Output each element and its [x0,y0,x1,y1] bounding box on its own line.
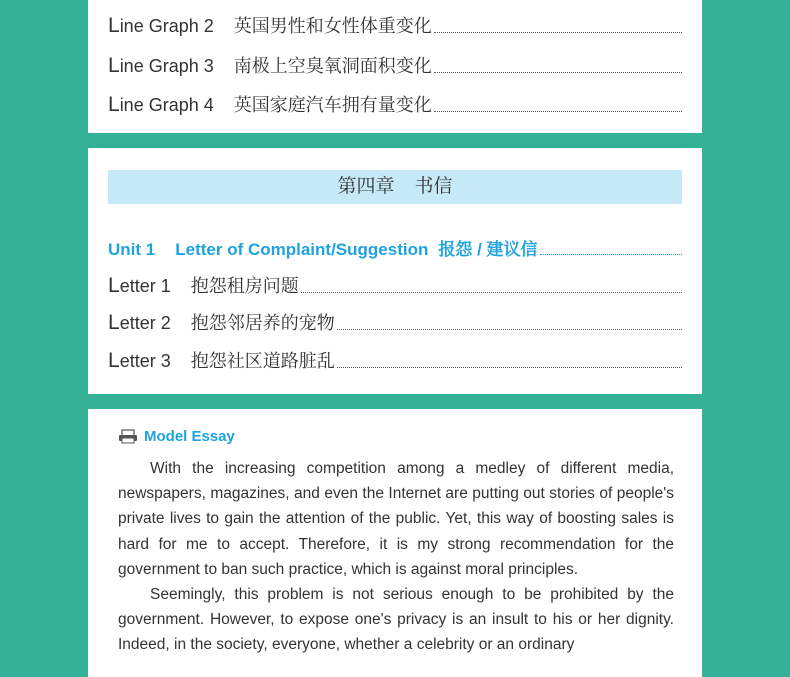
chapter-number: 第四章 [337,176,395,197]
toc-entry-title: 抱怨社区道路脏乱 [190,351,335,371]
toc-entry[interactable] [108,91,682,117]
toc-entry-label: Line Graph 2 [108,14,214,37]
toc-entry[interactable] [108,12,682,38]
toc-entry-title: 英国男性和女性体重变化 [233,16,432,36]
unit-label: Unit 1 [108,240,156,259]
essay-paragraph: With the increasing competition among a medley of different media, newspapers, magazines, and even the Internet are putting out stories of people's private lives to gain the attention of the public. Yet, this way of boosting sales is hard for me to accept. Therefore, it is my strong recommendation for the government to ban such practice, which is against moral principles. [118,460,674,578]
toc-entry-label: Letter 3 [108,349,171,372]
toc-card-chapter [88,148,702,394]
essay-paragraph: Seemingly, this problem is not serious enough to be prohibited by the government. However, to expose one's privacy is an insult to his or her dignity. Indeed, in the society, everyone, whether a celebrity or an ordinary [118,586,674,654]
toc-entry[interactable] [108,309,682,335]
toc-entry-title: 抱怨邻居养的宠物 [190,313,335,333]
chapter-heading [108,170,682,204]
dot-leader [434,32,682,33]
toc-entry[interactable] [108,52,682,78]
essay-heading [118,426,235,446]
toc-entry[interactable] [108,347,682,373]
dot-leader [337,329,682,330]
writing-icon [118,429,138,444]
unit-title-cn: 报怨 / 建议信 [438,240,538,259]
toc-entry-label: Line Graph 3 [108,54,214,77]
toc-entry-label: Line Graph 4 [108,93,214,116]
essay-body [118,456,674,658]
essay-heading-text: Model Essay [144,427,235,445]
toc-entry[interactable] [108,272,682,298]
toc-entry-title: 抱怨租房问题 [190,276,299,296]
dot-leader [434,111,682,112]
model-essay-card [88,409,702,677]
dot-leader [337,367,682,368]
toc-entry-title: 英国家庭汽车拥有量变化 [233,95,432,115]
toc-entry-label: Letter 2 [108,311,171,334]
unit-title: Letter of Complaint/Suggestion [175,240,429,259]
toc-entry-label: Letter 1 [108,274,171,297]
toc-card-graphs [88,0,702,133]
dot-leader [434,72,682,73]
dot-leader [301,292,682,293]
dot-leader [540,254,682,255]
toc-unit-entry[interactable] [108,234,682,260]
chapter-title: 书信 [414,176,453,197]
toc-entry-title: 南极上空臭氧洞面积变化 [233,56,432,76]
